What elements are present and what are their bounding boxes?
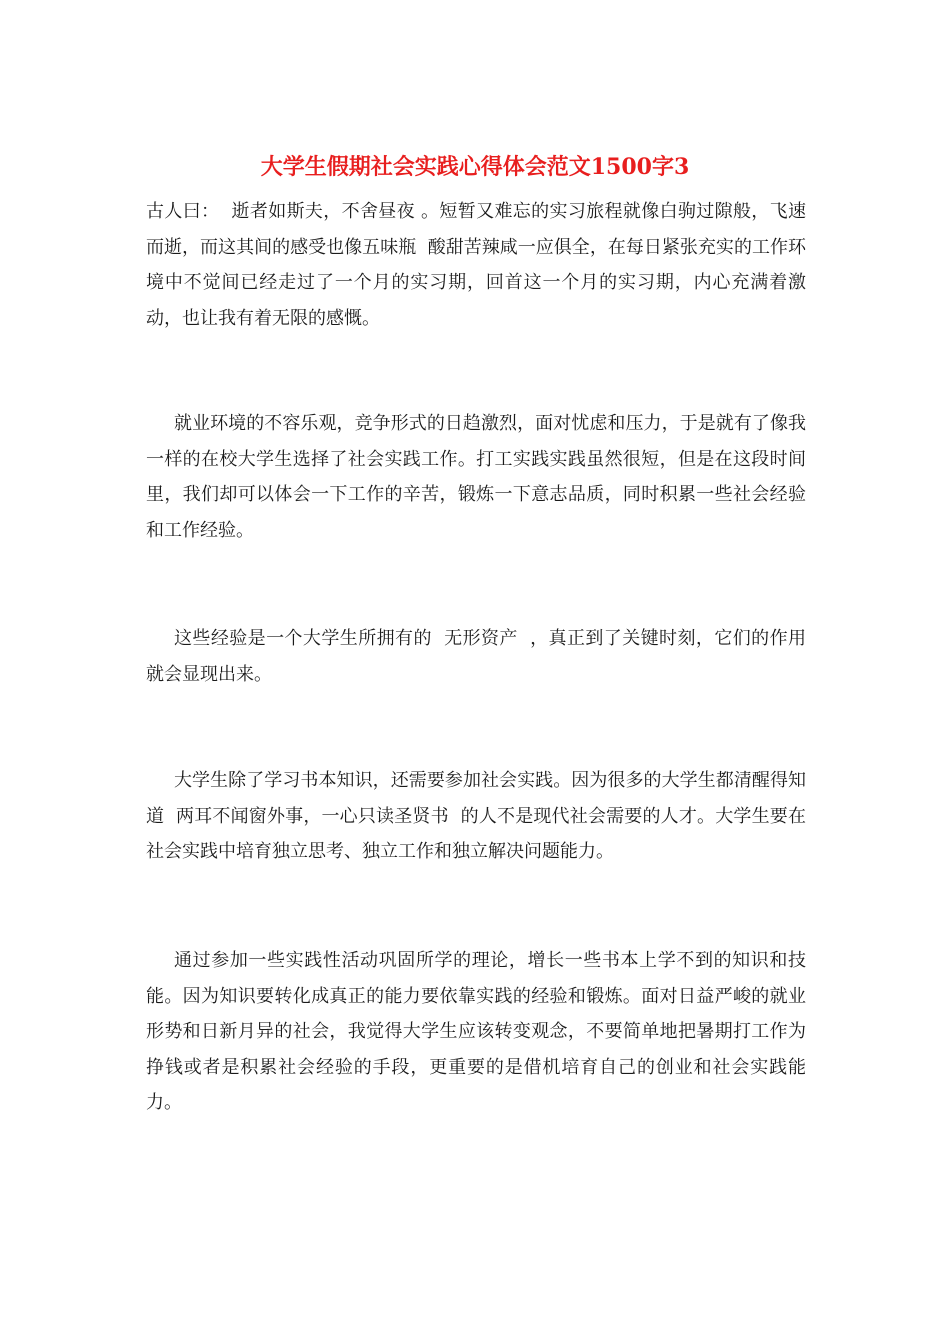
paragraph-employment: 就业环境的不容乐观，竞争形式的日趋激烈，面对忧虑和压力，于是就有了像我一样的在校大学生选择了社会实践工作。打工实践实践虽然很短，但是在这段时间里，我们却可以体会一下工作的辛苦，锻炼一下意志品质，同时积累一些社会经验和工作经验。 [146, 413, 806, 541]
document-title: 大学生假期社会实践心得体会范文1500字3 [260, 154, 690, 180]
paragraph-skills: 通过参加一些实践性活动巩固所学的理论，增长一些书本上学不到的知识和技能。因为知识要转化成真正的能力要依靠实践的经验和锻炼。面对日益严峻的就业形势和日新月异的社会，我觉得大学生应该转变观念，不要简单地把暑期打工作为挣钱或者是积累社会经验的手段，更重要的是借机培育自己的创业和社会实践能力。 [146, 950, 806, 1113]
paragraph-experience: 这些经验是一个大学生所拥有的 无形资产 ，真正到了关键时刻，它们的作用就会显现出来。 [146, 628, 806, 685]
paragraph-intro: 古人曰： 逝者如斯夫，不舍昼夜 。短暂又难忘的实习旅程就像白驹过隙般，飞速而逝，而这其间的感受也像五味瓶 酸甜苦辣咸一应俱全，在每日紧张充实的工作环境中不觉间已经走过了一个月的实习期，回首这一个月的实习期，内心充满着激动，也让我有着无限的感慨。 [146, 201, 806, 329]
paragraph-social-practice: 大学生除了学习书本知识，还需要参加社会实践。因为很多的大学生都清醒得知道 两耳不闻窗外事，一心只读圣贤书 的人不是现代社会需要的人才。大学生要在社会实践中培育独立思考、独立工作和独立解决问题能力。 [146, 770, 806, 862]
